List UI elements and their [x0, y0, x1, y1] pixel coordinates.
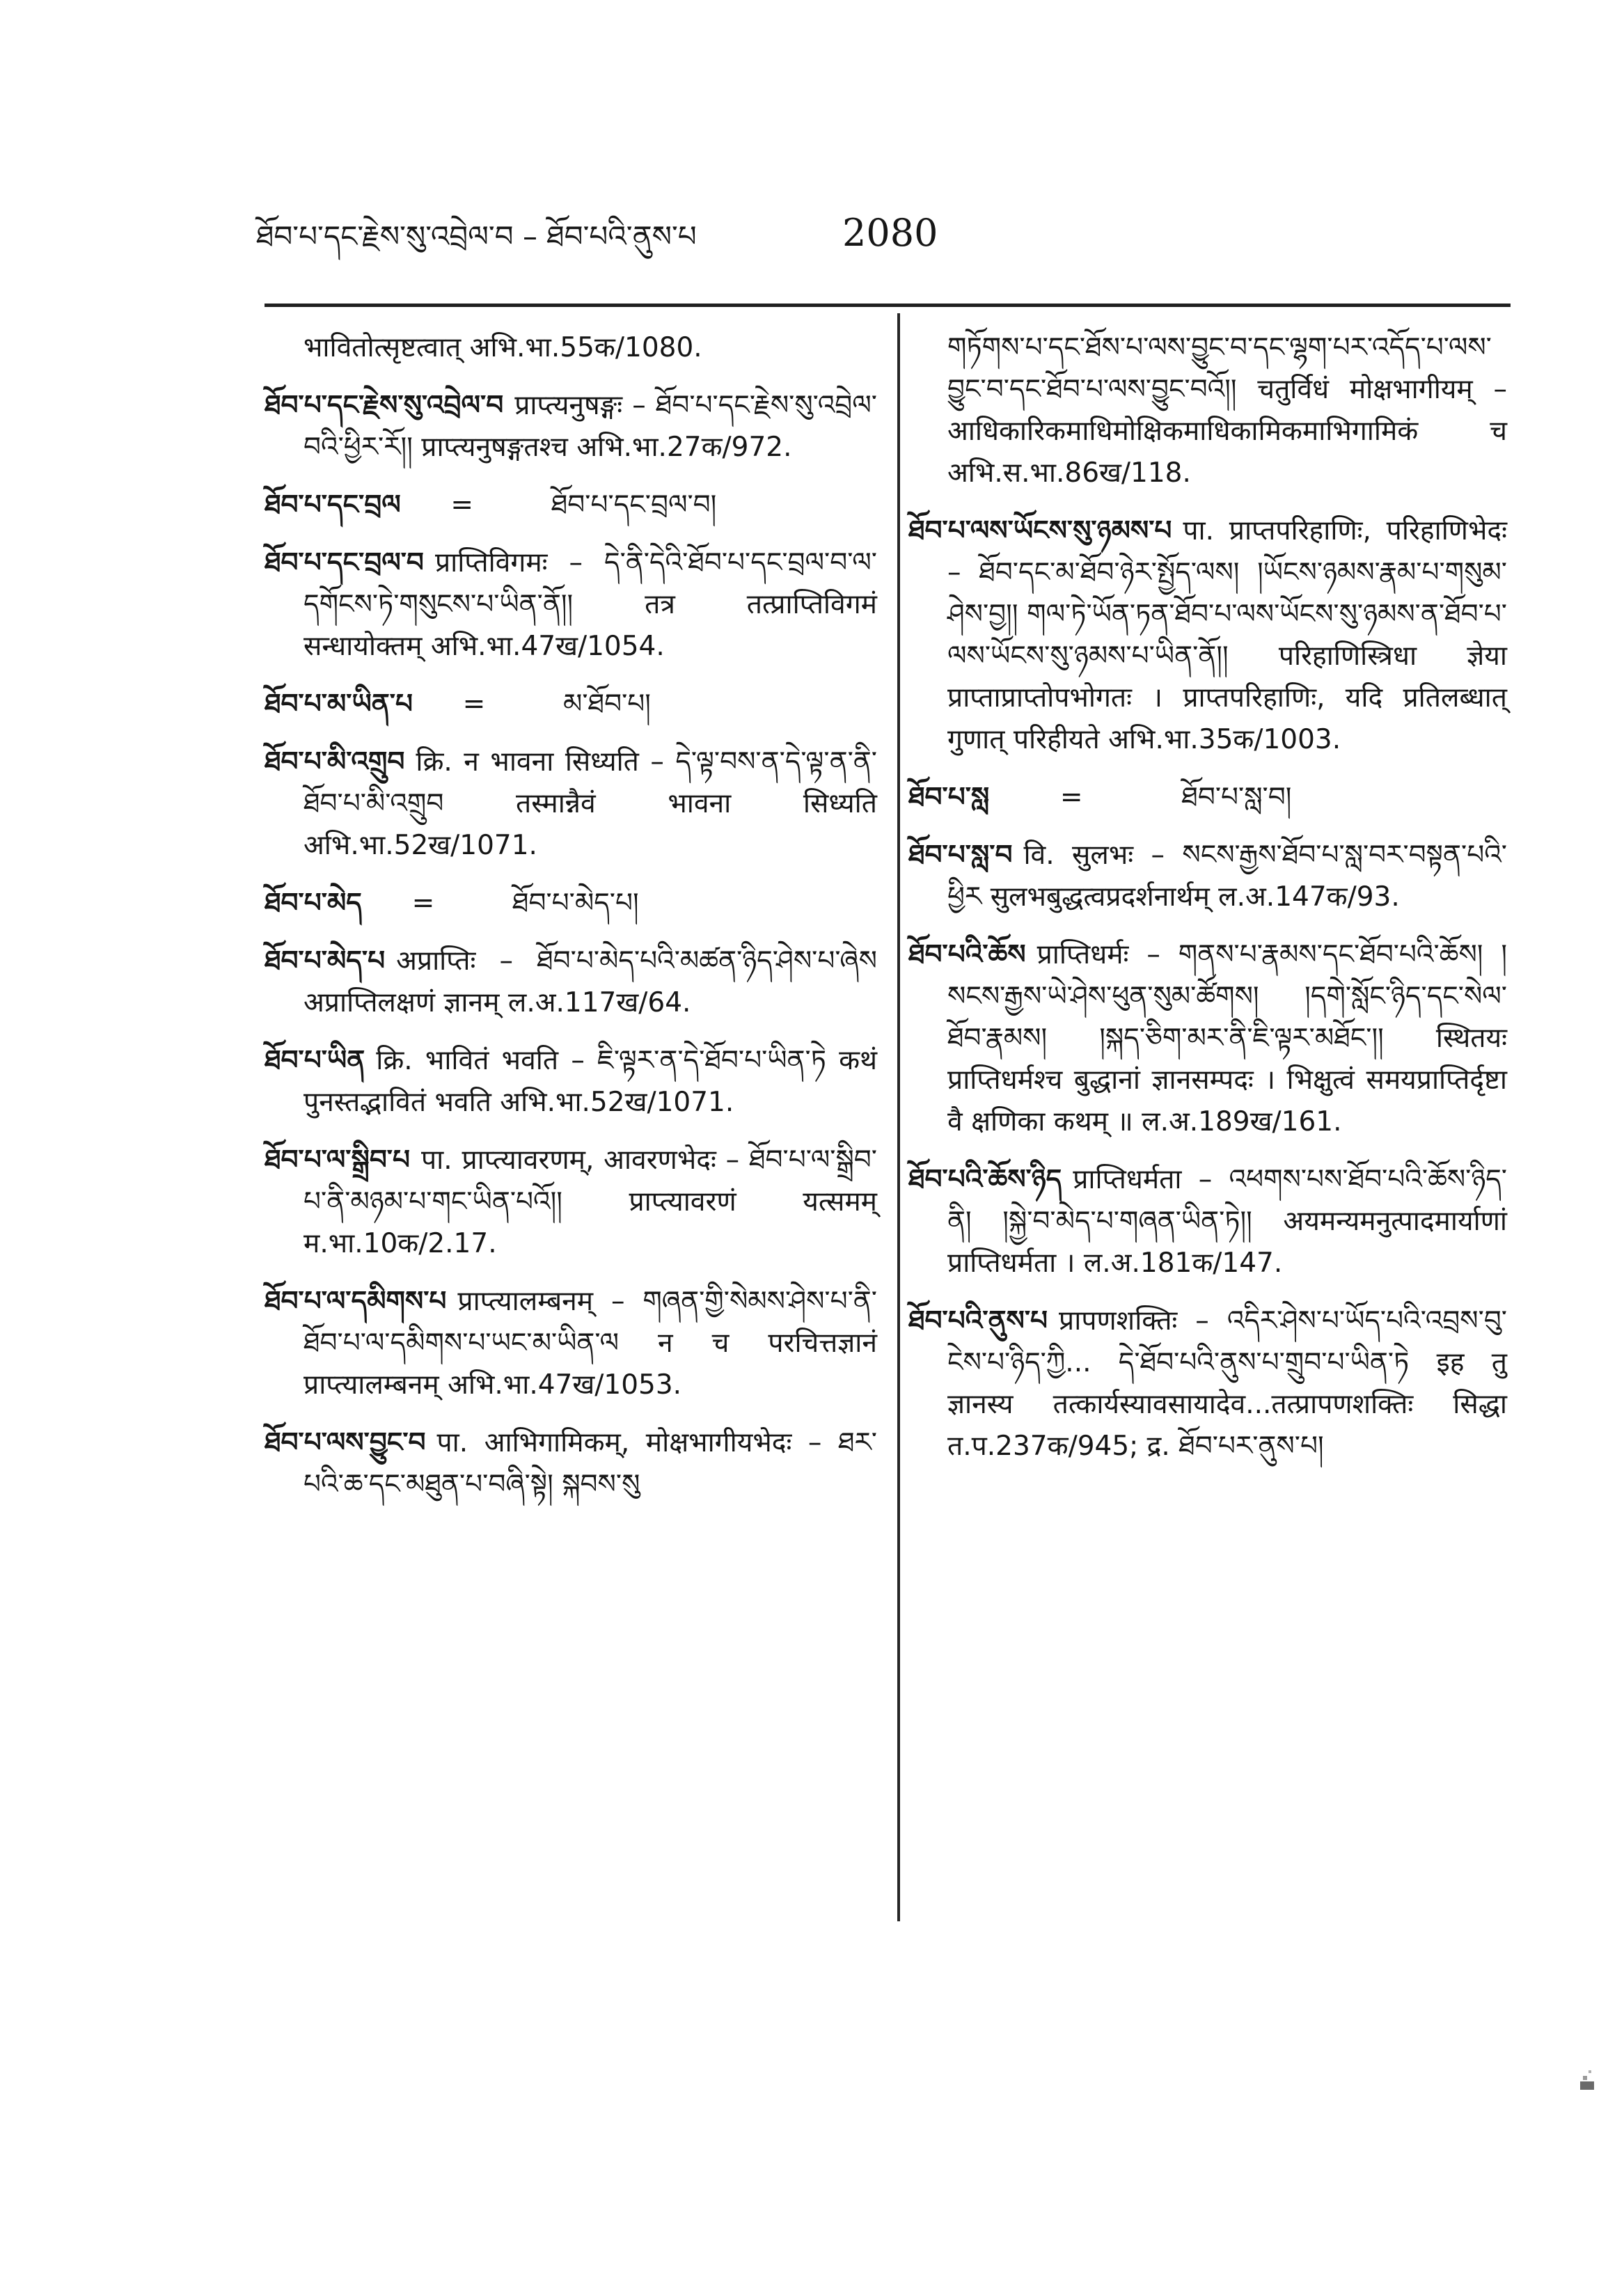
running-head: ཐོབ་པ་དང་རྗེས་སུ་འབྲེལ་བ – ཐོབ་པའི་ནུས་པ: [256, 219, 697, 253]
headword: ཐོབ་པ་སླ་བ: [908, 840, 1013, 871]
headword: ཐོབ་པ་མ་ཡིན་པ: [265, 688, 413, 720]
cross-reference-entry: [908, 777, 1507, 819]
headword: ཐོབ་པ་མི་འགྲུབ: [265, 746, 405, 778]
cross-reference-entry: [265, 684, 877, 725]
headword: ཐོབ་པ་དང་རྗེས་སུ་འབྲེལ་བ: [265, 390, 504, 421]
entry-text: མ་ཐོབ་པ།: [562, 688, 651, 720]
dictionary-entry: [265, 385, 877, 468]
dictionary-entry: [908, 835, 1507, 918]
dictionary-entry: [265, 1040, 877, 1124]
left-column: [265, 327, 877, 1522]
headword: ཐོབ་པ་ལ་དམིགས་པ: [265, 1286, 447, 1317]
headword: ཐོབ་པ་ཡིན: [265, 1045, 365, 1076]
entry-text: प्राप्त्यनुषङ्गः – ཐོབ་པ་དང་རྗེས་སུ་འབྲེལ་བའི་ཕྱིར་རོ།། प्राप्त्यनुषङ्गतश्च अभि.भा.27क/972.: [303, 390, 877, 463]
header-rule: [265, 304, 1511, 307]
dictionary-entry: [908, 1159, 1507, 1284]
headword: ཐོབ་པ་སླ: [908, 782, 990, 813]
column-divider: [897, 313, 900, 1921]
entry-text: अप्राप्तिः – ཐོབ་པ་མེད་པའི་མཚན་ཉིད་ཤེས་པ་ཞེས अप्राप्तिलक्षणं ज्ञानम् ल.अ.117ख/64.: [303, 945, 877, 1018]
headword: ཐོབ་པ་ལ་སྒྲིབ་པ: [265, 1144, 411, 1176]
headword: ཐོབ་པའི་ཆོས་ཉིད: [908, 1164, 1062, 1195]
equals-sign: =: [1059, 782, 1083, 813]
cross-reference-entry: [265, 883, 877, 924]
equals-sign: =: [450, 489, 474, 521]
dictionary-entry: [908, 1300, 1507, 1467]
dictionary-entry: [265, 1281, 877, 1406]
dictionary-entry: [265, 542, 877, 668]
entry-continuation: [265, 327, 877, 369]
entry-text: प्राप्तिधर्मता – འཕགས་པས་ཐོབ་པའི་ཆོས་ཉིད་ནི། །སྐྱེ་བ་མེད་པ་གཞན་ཡིན་ཏེ།། अयमन्यमनुत्पादमार्याणां प्राप्तिधर्मता । ल.अ.181क/147.: [947, 1164, 1507, 1279]
dictionary-entry: [908, 510, 1507, 761]
headword: ཐོབ་པ་མེད: [265, 888, 362, 919]
scan-speck-mark: [1575, 2061, 1600, 2097]
entry-text: ཐོབ་པ་སླ་བ།: [1181, 782, 1292, 813]
entry-text: གཏོགས་པ་དང་ཐོས་པ་ལས་བྱུང་བ་དང་ལྷག་པར་འདོད་པ་ལས་བྱུང་བ་དང་ཐོབ་པ་ལས་བྱུང་བའོ།། चतुर्विधं मोक्षभागीयम् – आधिकारिकमाधिमोक्षिकमाधिकामिकमाभिगामिकं च अभि.स.भा.86ख/118.: [947, 332, 1507, 489]
entry-text: प्रापणशक्तिः – འདིར་ཤེས་པ་ཡོད་པའི་འབྲས་བུ་ངེས་པ་ཉིད་ཀྱི... དེ་ཐོབ་པའི་ནུས་པ་གྲུབ་པ་ཡིན་ཏེ इह तु ज्ञानस्य तत्कार्यस्यावसायादेव...तत्प्रापणशक्तिः सिद्धा त.प.237क/945; द्र. ཐོབ་པར་ནུས་པ།: [947, 1305, 1507, 1462]
headword: ཐོབ་པ་མེད་པ: [265, 945, 386, 977]
entry-text: पा. प्राप्त्यावरणम्, आवरणभेदः – ཐོབ་པ་ལ་སྒྲིབ་པ་ནི་མཉམ་པ་གང་ཡིན་པའོ།། प्राप्त्यावरणं यत्समम् म.भा.10क/2.17.: [303, 1144, 877, 1259]
dictionary-entry: [265, 1422, 877, 1506]
headword: ཐོབ་པ་དང་བྲལ་བ: [265, 547, 424, 578]
dictionary-entry: [265, 1140, 877, 1265]
entry-text: ཐོབ་པ་མེད་པ།: [512, 888, 639, 919]
entry-text: पा. आभिगामिकम्, मोक्षभागीयभेदः – ཐར་པའི་ཆ་དང་མཐུན་པ་བཞི་སྟེ། སྐབས་སུ: [303, 1427, 877, 1500]
entry-text: प्राप्त्यालम्बनम् – གཞན་གྱི་སེམས་ཤེས་པ་ནི་ཐོབ་པ་ལ་དམིགས་པ་ཡང་མ་ཡིན་ལ न च परचित्तज्ञानं प्राप्त्यालम्बनम् अभि.भा.47ख/1053.: [303, 1286, 877, 1401]
page-number: 2080: [842, 211, 938, 255]
dictionary-entry: [265, 940, 877, 1024]
equals-sign: =: [411, 888, 435, 919]
headword: ཐོབ་པའི་ནུས་པ: [908, 1305, 1048, 1337]
headword: ཐོབ་པ་ལས་ཡོངས་སུ་ཉམས་པ: [908, 515, 1172, 546]
dictionary-entry: [908, 934, 1507, 1143]
dictionary-entry: [265, 741, 877, 867]
cross-reference-entry: [265, 485, 877, 526]
entry-text: प्राप्तिधर्मः – གནས་པ་རྣམས་དང་ཐོབ་པའི་ཆོས། །སངས་རྒྱས་ཡེ་ཤེས་ཕུན་སུམ་ཚོགས། །དགེ་སློང་ཉིད་དང་སེལ་ཐོབ་རྣམས། །སྐད་ཅིག་མར་ནི་ཇི་ལྟར་མཐོང་།། स्थितयः प्राप्तिधर्मश्च बुद्धानां ज्ञानसम्पदः । भिक्षुत्वं समयप्राप्तिर्दृष्टा वै क्षणिका कथम् ॥ ल.अ.189ख/161.: [947, 939, 1507, 1137]
equals-sign: =: [462, 688, 486, 720]
entry-text: पा. प्राप्तपरिहाणिः, परिहाणिभेदः – ཐོབ་དང་མ་ཐོབ་ཉེར་སྤྱོད་ལས། །ཡོངས་ཉམས་རྣམ་པ་གསུམ་ཤེས་བྱ།། གལ་ཏེ་ཡོན་ཏན་ཐོབ་པ་ལས་ཡོངས་སུ་ཉམས་ན་ཐོབ་པ་ལས་ཡོངས་སུ་ཉམས་པ་ཡིན་ནོ།། परिहाणिस्त्रिधा ज्ञेया प्राप्ताप्राप्तोपभोगतः । प्राप्तपरिहाणिः, यदि प्रतिलब्धात् गुणात् परिहीयते अभि.भा.35क/1003.: [947, 515, 1507, 755]
headword: ཐོབ་པ་ལས་བྱུང་བ: [265, 1427, 426, 1458]
right-column: [908, 327, 1507, 1483]
entry-continuation: [908, 327, 1507, 494]
entry-text: क्रि. भावितं भवति – ཇི་ལྟར་ན་དེ་ཐོབ་པ་ཡིན་ཏེ कथं पुनस्तद्भावितं भवति अभि.भा.52ख/1071.: [303, 1045, 877, 1118]
entry-text: भावितोत्सृष्टत्वात् अभि.भा.55क/1080.: [303, 332, 702, 363]
entry-text: प्राप्तिविगमः – དེ་ནི་དེའི་ཐོབ་པ་དང་བྲལ་བ་ལ་དགོངས་ཏེ་གསུངས་པ་ཡིན་ནོ།། तत्र तत्प्राप्तिविगमं सन्धायोक्तम् अभि.भा.47ख/1054.: [303, 547, 877, 662]
entry-text: वि. सुलभः – སངས་རྒྱས་ཐོབ་པ་སླ་བར་བསྟན་པའི་ཕྱིར सुलभबुद्धत्वप्रदर्शनार्थम् ल.अ.147क/93.: [947, 840, 1507, 913]
entry-text: ཐོབ་པ་དང་བྲལ་བ།: [551, 489, 717, 521]
headword: ཐོབ་པ་དང་བྲལ: [265, 489, 401, 521]
headword: ཐོབ་པའི་ཆོས: [908, 939, 1026, 970]
entry-text: क्रि. न भावना सिध्यति – དེ་ལྟ་བས་ན་དེ་ལྟ་ན་ནི་ཐོབ་པ་མི་འགྲུབ तस्मान्नैवं भावना सिध्यति अभि.भा.52ख/1071.: [303, 746, 877, 861]
